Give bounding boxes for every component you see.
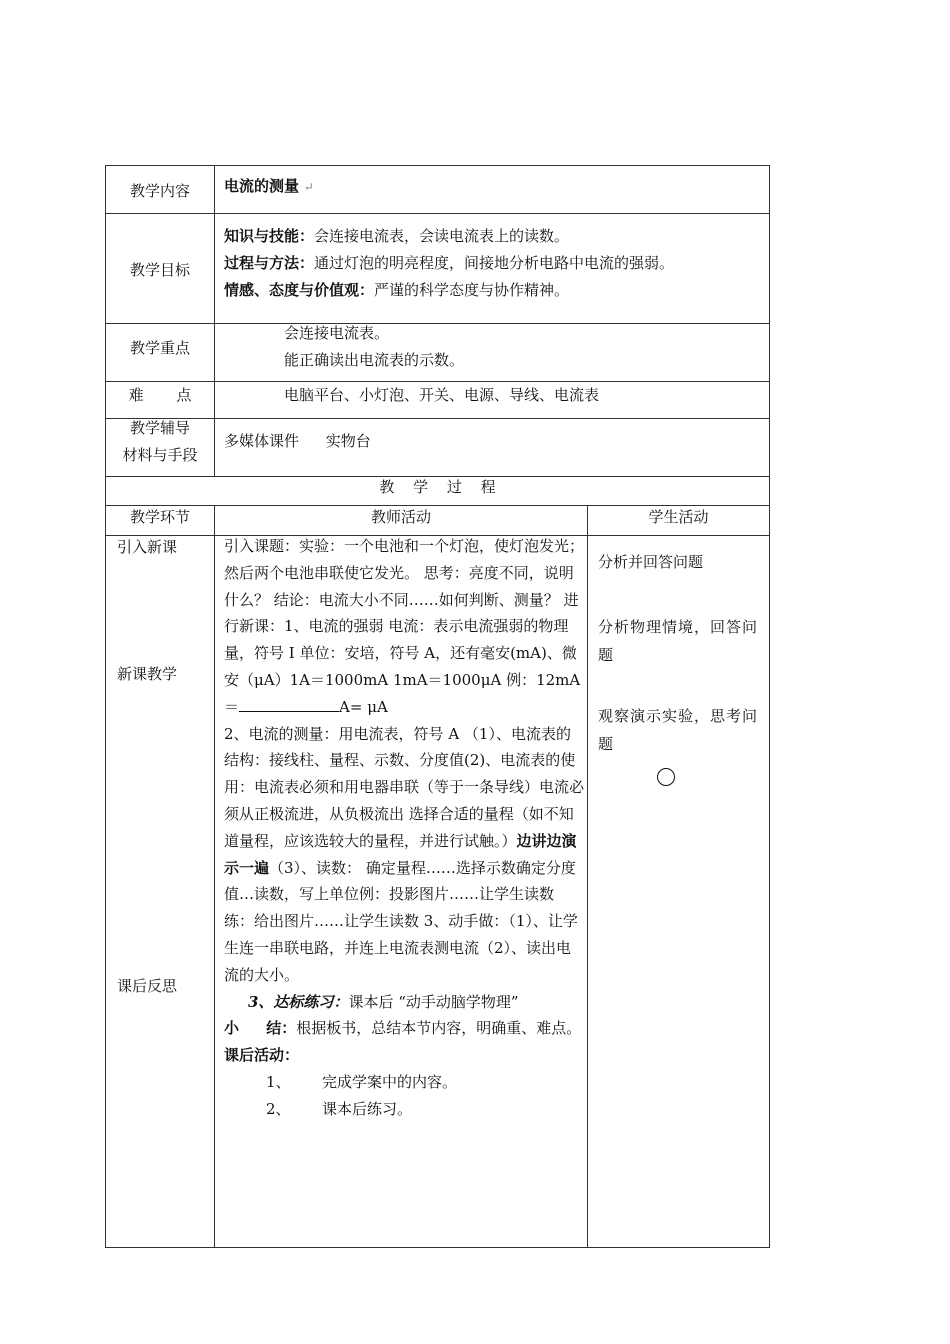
aids-label-line2: 材料与手段: [122, 446, 198, 464]
task-item: [224, 1069, 584, 1096]
process-header: 教 学 过 程: [379, 478, 496, 496]
focus-line: 会连接电流表。: [284, 324, 390, 342]
difficulty-label: 难 点: [128, 386, 192, 404]
goal-item: [224, 253, 674, 273]
exercise-text: 课本后 “动手动脑学物理”: [348, 992, 519, 1011]
teacher-paragraph: [224, 721, 584, 989]
teacher-intro-text: 引入课题：实验：一个电池和一个灯泡，使灯泡发光；然后两个电池串联使它发光。 思考：亮度不同，说明什么？ 结论：电流大小不同……如何判断、测量？ 进行新课：1、电流的强弱 电流：表示电流强弱的物理量，符号 I 单位：安培，符号 A，还有毫安(mA)、微安（μA）1A＝1000mA 1mA＝1000μA 例：12mA＝: [224, 537, 585, 716]
column-divider: [587, 505, 588, 1248]
task-number: 2、: [266, 1099, 291, 1118]
column-divider: [214, 165, 215, 476]
goal-heading: 过程与方法：: [224, 254, 315, 272]
row-divider: [105, 381, 770, 382]
paragraph-mark: ↵: [303, 180, 314, 194]
teacher-paragraph: [224, 989, 584, 1016]
exercise-heading: 3、达标练习：: [248, 992, 349, 1011]
student-activity-text: 分析物理情境，回答问题: [598, 618, 759, 664]
column-divider: [214, 505, 215, 1248]
answer-blank: [239, 697, 299, 712]
column-header-teacher: 教师活动: [370, 508, 431, 526]
focus-label: 教学重点: [129, 339, 190, 357]
aids-value: 多媒体课件 实物台: [224, 432, 371, 450]
table-border-left: [105, 165, 106, 1248]
row-divider: [105, 505, 770, 506]
teacher-intro-end: μA: [367, 697, 388, 716]
teacher-paragraph: [224, 533, 584, 721]
goals-label: 教学目标: [129, 261, 190, 279]
task-number: 1、: [266, 1072, 291, 1091]
aids-label-line1: 教学辅导: [129, 419, 190, 437]
after-class-heading: 课后活动：: [224, 1046, 300, 1065]
goal-text: 严谨的科学态度与协作精神。: [374, 281, 570, 299]
summary-heading: 小 结：: [224, 1019, 297, 1038]
summary-text: 根据板书，总结本节内容，明确重、难点。: [296, 1019, 582, 1038]
focus-line: 能正确读出电流表的示数。: [284, 351, 465, 369]
task-item: [224, 1096, 584, 1123]
stage-intro: 引入新课: [117, 538, 178, 556]
answer-blank: [299, 697, 339, 712]
difficulty-value: 电脑平台、小灯泡、开关、电源、导线、电流表: [284, 386, 600, 404]
goal-text: 会连接电流表，会读电流表上的读数。: [314, 227, 570, 245]
student-activity-text: 观察演示实验，思考问题: [598, 707, 759, 753]
task-text: 完成学案中的内容。: [322, 1072, 458, 1091]
task-text: 课本后练习。: [322, 1099, 413, 1118]
goal-text: 通过灯泡的明亮程度，间接地分析电路中电流的强弱。: [314, 254, 675, 272]
teacher-paragraph: [224, 1015, 584, 1042]
table-border-top: [105, 165, 770, 166]
student-activity-3: [598, 702, 764, 758]
goal-heading: 情感、态度与价值观：: [224, 281, 375, 299]
content-value-wrap: [224, 176, 314, 197]
goal-item: [224, 280, 569, 300]
table-border-right: [769, 165, 770, 1248]
stage-reflection: 课后反思: [117, 977, 178, 995]
student-activity-1: 分析并回答问题: [598, 553, 704, 571]
teacher-intro-tail: A=: [339, 697, 363, 716]
teacher-demo-emphasis: 边讲边演示一遍: [224, 831, 577, 877]
table-border-bottom: [105, 1247, 770, 1248]
row-divider: [105, 323, 770, 324]
goal-heading: 知识与技能：: [224, 227, 315, 245]
teacher-paragraph: [224, 1042, 584, 1069]
student-activity-2: [598, 613, 764, 669]
teacher-measure-text: 2、电流的测量：用电流表，符号 A （1）、电流表的结构：接线柱、量程、示数、分度值(2)、电流表的使用：电流表必须和用电器串联（等于一条导线）电流必须从正极流进，从负极流出 选择合适的量程（如不知道量程，应该选较大的量程，并进行试触。）: [224, 724, 585, 850]
circle-symbol: [657, 768, 675, 786]
row-divider: [105, 213, 770, 214]
stage-new-lesson: 新课教学: [117, 665, 178, 683]
column-header-stage: 教学环节: [129, 508, 190, 526]
goal-item: [224, 226, 569, 246]
content-label: 教学内容: [129, 182, 190, 200]
teacher-reading-text: （3）、读数： 确定量程……选择示数确定分度值…读数，写上单位例：投影图片……让学生读数 练：给出图片……让学生读数 3、动手做：（1）、让学生连一串联电路，并连上电流表测电流（2）、读出电流的大小。: [224, 858, 578, 984]
column-header-student: 学生活动: [648, 508, 709, 526]
teacher-activity: [224, 533, 584, 1123]
lesson-title: 电流的测量: [224, 177, 300, 195]
